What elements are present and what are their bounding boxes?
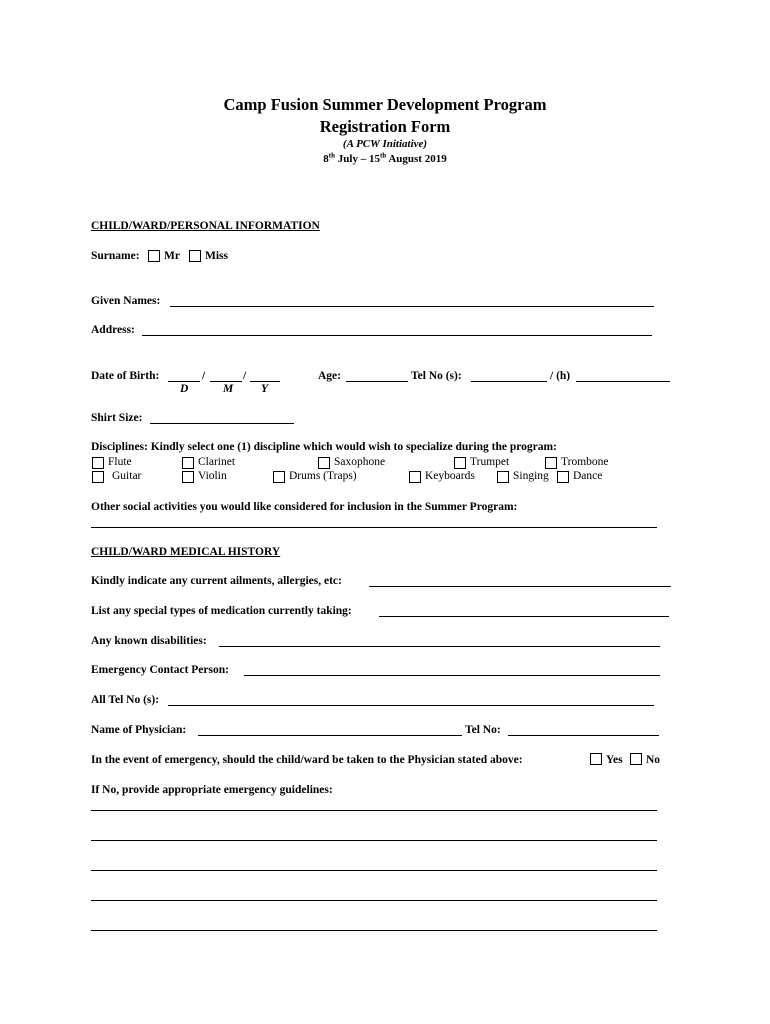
keyboards-label: Keyboards <box>425 470 475 482</box>
violin-checkbox[interactable] <box>182 471 194 483</box>
dob-month-hint: M <box>223 383 234 395</box>
miss-checkbox[interactable] <box>189 250 201 262</box>
flute-checkbox[interactable] <box>92 457 104 469</box>
initiative-note: (A PCW Initiative) <box>342 138 428 150</box>
medication-field[interactable] <box>379 616 669 617</box>
saxophone-checkbox[interactable] <box>318 457 330 469</box>
singing-checkbox[interactable] <box>497 471 509 483</box>
emergency-question: In the event of emergency, should the child/ward be taken to the Physician stated above: <box>91 754 523 766</box>
guitar-label: Guitar <box>112 470 142 482</box>
other-activities-label: Other social activities you would like considered for inclusion in the Summer Program: <box>91 501 518 513</box>
disabilities-field[interactable] <box>219 646 660 647</box>
guidelines-line-2[interactable] <box>91 840 657 841</box>
medical-history-heading: CHILD/WARD MEDICAL HISTORY <box>91 546 281 558</box>
keyboards-checkbox[interactable] <box>409 471 421 483</box>
dob-separator-2: / <box>243 370 247 382</box>
form-title: Camp Fusion Summer Development Program <box>223 95 547 114</box>
violin-label: Violin <box>198 470 227 482</box>
trombone-label: Trombone <box>561 456 609 468</box>
address-label: Address: <box>91 324 135 336</box>
form-subtitle: Registration Form <box>319 117 451 136</box>
tel-home-field[interactable] <box>576 381 670 382</box>
program-dates: 8th July – 15th August 2019 <box>323 151 447 165</box>
drums-label: Drums (Traps) <box>289 470 357 482</box>
medication-label: List any special types of medication currently taking: <box>91 605 352 617</box>
ailments-label: Kindly indicate any current ailments, allergies, etc: <box>91 575 342 587</box>
disabilities-label: Any known disabilities: <box>91 635 207 647</box>
dob-separator-1: / <box>202 370 206 382</box>
mr-checkbox[interactable] <box>148 250 160 262</box>
singing-label: Singing <box>513 470 549 482</box>
dob-year-field[interactable] <box>250 381 280 382</box>
all-tel-field[interactable] <box>168 705 654 706</box>
trumpet-checkbox[interactable] <box>454 457 466 469</box>
age-field[interactable] <box>346 381 408 382</box>
dob-day-hint: D <box>180 383 189 395</box>
miss-label: Miss <box>205 250 228 262</box>
tel-home-label: / (h) <box>550 370 571 382</box>
other-activities-field[interactable] <box>91 527 657 528</box>
dob-label: Date of Birth: <box>91 370 160 382</box>
yes-checkbox[interactable] <box>590 753 602 765</box>
clarinet-checkbox[interactable] <box>182 457 194 469</box>
personal-info-heading: CHILD/WARD/PERSONAL INFORMATION <box>91 220 320 232</box>
dob-month-field[interactable] <box>210 381 242 382</box>
dob-year-hint: Y <box>261 383 269 395</box>
flute-label: Flute <box>108 456 132 468</box>
clarinet-label: Clarinet <box>198 456 236 468</box>
dance-label: Dance <box>573 470 603 482</box>
drums-checkbox[interactable] <box>273 471 285 483</box>
given-names-field[interactable] <box>170 306 654 307</box>
guidelines-label: If No, provide appropriate emergency guidelines: <box>91 784 333 796</box>
ailments-field[interactable] <box>369 586 671 587</box>
guidelines-line-1[interactable] <box>91 810 657 811</box>
no-checkbox[interactable] <box>630 753 642 765</box>
physician-tel-label: Tel No: <box>465 724 501 736</box>
guitar-checkbox[interactable] <box>92 471 104 483</box>
trumpet-label: Trumpet <box>470 456 510 468</box>
physician-tel-field[interactable] <box>508 735 659 736</box>
tel-label: Tel No (s): <box>411 370 462 382</box>
saxophone-label: Saxophone <box>334 456 386 468</box>
tel-field[interactable] <box>471 381 547 382</box>
physician-label: Name of Physician: <box>91 724 187 736</box>
physician-field[interactable] <box>198 735 462 736</box>
surname-label: Surname: <box>91 250 140 262</box>
guidelines-line-5[interactable] <box>91 930 657 931</box>
guidelines-line-3[interactable] <box>91 870 657 871</box>
trombone-checkbox[interactable] <box>545 457 557 469</box>
address-field[interactable] <box>142 335 652 336</box>
guidelines-line-4[interactable] <box>91 900 657 901</box>
shirt-size-field[interactable] <box>150 423 294 424</box>
age-label: Age: <box>318 370 341 382</box>
given-names-label: Given Names: <box>91 295 161 307</box>
emergency-contact-field[interactable] <box>244 675 660 676</box>
mr-label: Mr <box>164 250 180 262</box>
dob-day-field[interactable] <box>168 381 200 382</box>
dance-checkbox[interactable] <box>557 471 569 483</box>
all-tel-label: All Tel No (s): <box>91 694 160 706</box>
shirt-size-label: Shirt Size: <box>91 412 143 424</box>
emergency-contact-label: Emergency Contact Person: <box>91 664 229 676</box>
yes-label: Yes <box>606 754 623 766</box>
disciplines-label: Disciplines: Kindly select one (1) discipline which would wish to specialize during the program: <box>91 441 557 453</box>
no-label: No <box>646 754 661 766</box>
